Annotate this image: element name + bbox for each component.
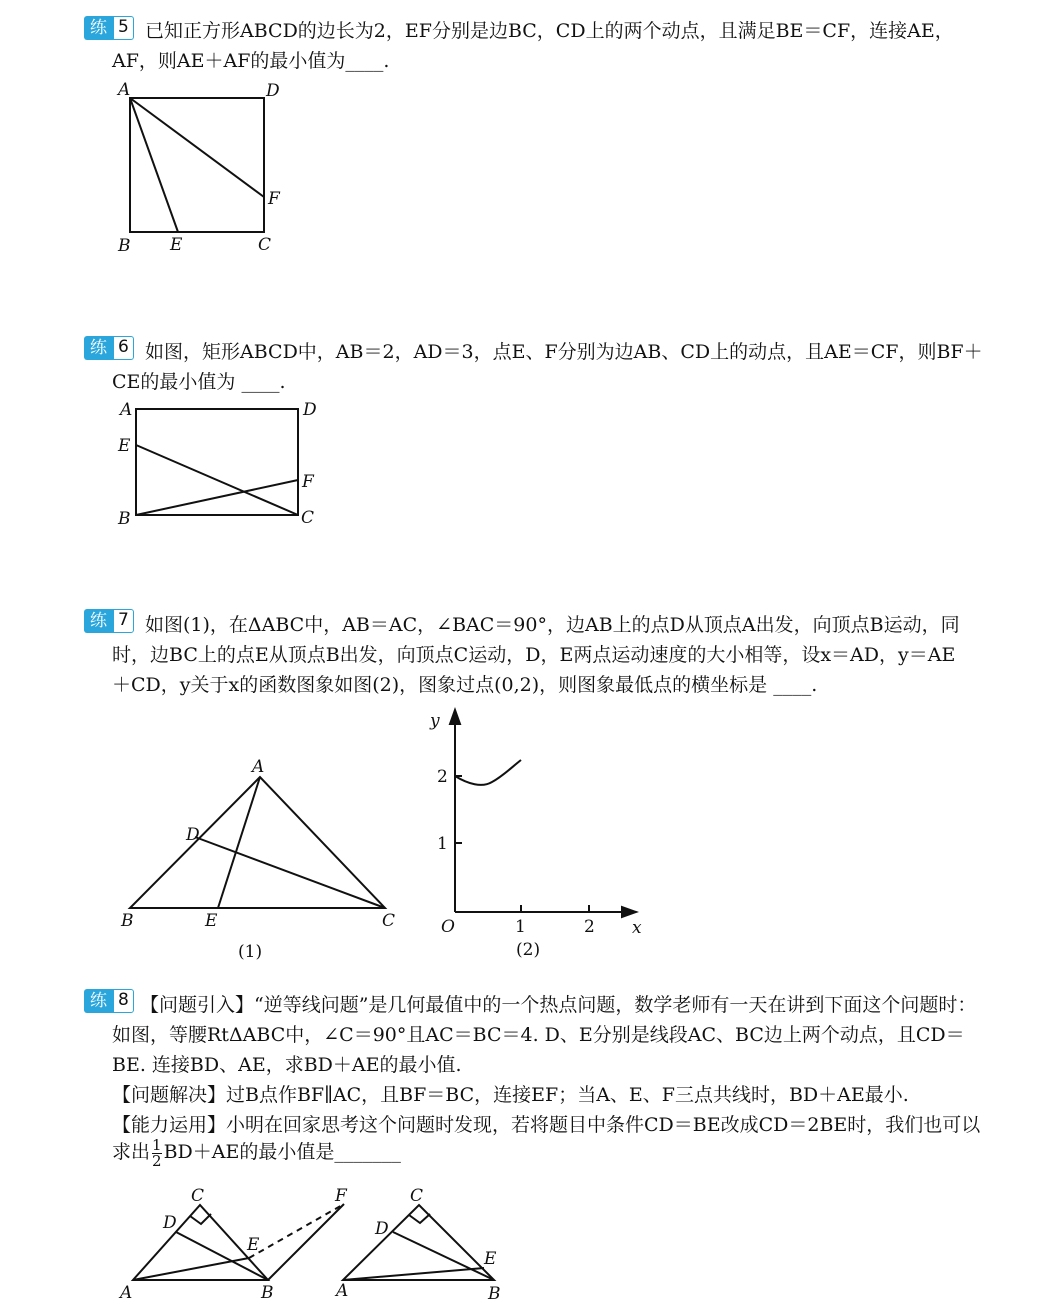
label-b: B [118,236,131,256]
caption-1: (1) [238,942,263,962]
problem-5-line-1: 已知正方形ABCD的边长为2，EF分别是边BC，CD上的两个动点，且满足BE＝CF，连接AE， [145,20,954,42]
tag-label: 练 [84,609,113,633]
caption-2: (2) [516,940,541,960]
problem-6-line-1: 如图，矩形ABCD中，AB＝2，AD＝3，点E、F分别为边AB、CD上的动点，且AE＝CF，则BF＋ [145,341,983,363]
tick-label-y-1: 1 [437,834,448,854]
label-b: B [261,1283,274,1303]
label-d: D [266,81,280,101]
label-c: C [410,1186,424,1206]
problem-8-line-5: 【能力运用】小明在回家思考这个问题时发现，若将题目中条件CD＝BE改成CD＝2BE时，我们也可以 [112,1114,981,1136]
label-e: E [205,911,218,931]
label-d: D [163,1213,177,1233]
tag-number: 6 [113,336,134,360]
label-f: F [302,472,314,492]
label-b: B [488,1284,501,1304]
line-suffix: BD＋AE的最小值是_______ [163,1141,401,1163]
label-d: D [303,400,317,420]
label-c: C [382,911,396,931]
tick-label-x-1: 1 [515,917,526,937]
problem-8-line-4: 【问题解决】过B点作BF∥AC，且BF＝BC，连接EF；当A、E、F三点共线时，BD＋AE最小. [112,1084,909,1106]
tag-label: 练 [84,16,113,40]
tick-label-x-2: 2 [584,917,595,937]
label-e: E [170,235,183,255]
problem-7-line-1: 如图(1)，在ΔABC中，AB＝AC，∠BAC＝90°，边AB上的点D从顶点A出发，向顶点B运动，同 [145,614,960,636]
axis-label-x: x [632,918,642,938]
label-a: A [336,1281,349,1301]
label-d: D [186,825,200,845]
tag-number: 5 [113,16,134,40]
label-a: A [120,1283,133,1303]
problem-8-line-2: 如图，等腰RtΔABC中，∠C＝90°且AC＝BC＝4. D、E分别是线段AC、BC边上两个动点，且CD＝ [112,1024,965,1046]
problem-6-line-2: CE的最小值为 ____. [112,371,286,393]
segment-ae [343,1268,484,1280]
problem-7-line-2: 时，边BC上的点E从顶点B出发，向顶点C运动，D，E两点运动速度的大小相等，设x＝AD，y＝AE [112,644,956,666]
tag-label: 练 [84,336,113,360]
problem-7-line-3: ＋CD，y关于x的函数图象如图(2)，图象过点(0,2)，则图象最低点的横坐标是 ____. [112,674,818,696]
axis-label-y: y [430,711,440,731]
label-f: F [335,1186,347,1206]
tag-number: 7 [113,609,134,633]
fraction-denominator: 2 [152,1151,162,1170]
label-a: A [252,757,265,777]
label-b: B [118,509,131,529]
tag-number: 8 [113,989,134,1013]
tick-label-y-2: 2 [437,767,448,787]
label-e: E [484,1249,497,1269]
label-d: D [375,1219,389,1239]
label-c: C [258,235,272,255]
label-a: A [118,80,131,100]
label-c: C [191,1186,205,1206]
segment-bd [393,1232,494,1280]
label-b: B [121,911,134,931]
origin-label: O [441,917,455,937]
label-c: C [301,508,315,528]
label-e: E [247,1235,260,1255]
tag-label: 练 [84,989,113,1013]
label-a: A [120,400,133,420]
problem-5-line-2: AF，则AE＋AF的最小值为____. [112,50,390,72]
right-angle-mark-c [409,1214,430,1223]
label-e: E [118,436,131,456]
label-f: F [268,189,280,209]
line-prefix: 求出 [112,1141,151,1163]
fraction-numerator: 1 [152,1135,162,1154]
problem-8-line-1: 【问题引入】“逆等线问题”是几何最值中的一个热点问题，数学老师有一天在讲到下面这个问题时： [140,994,977,1016]
problem-8-line-3: BE. 连接BD、AE，求BD＋AE的最小值. [112,1054,462,1076]
